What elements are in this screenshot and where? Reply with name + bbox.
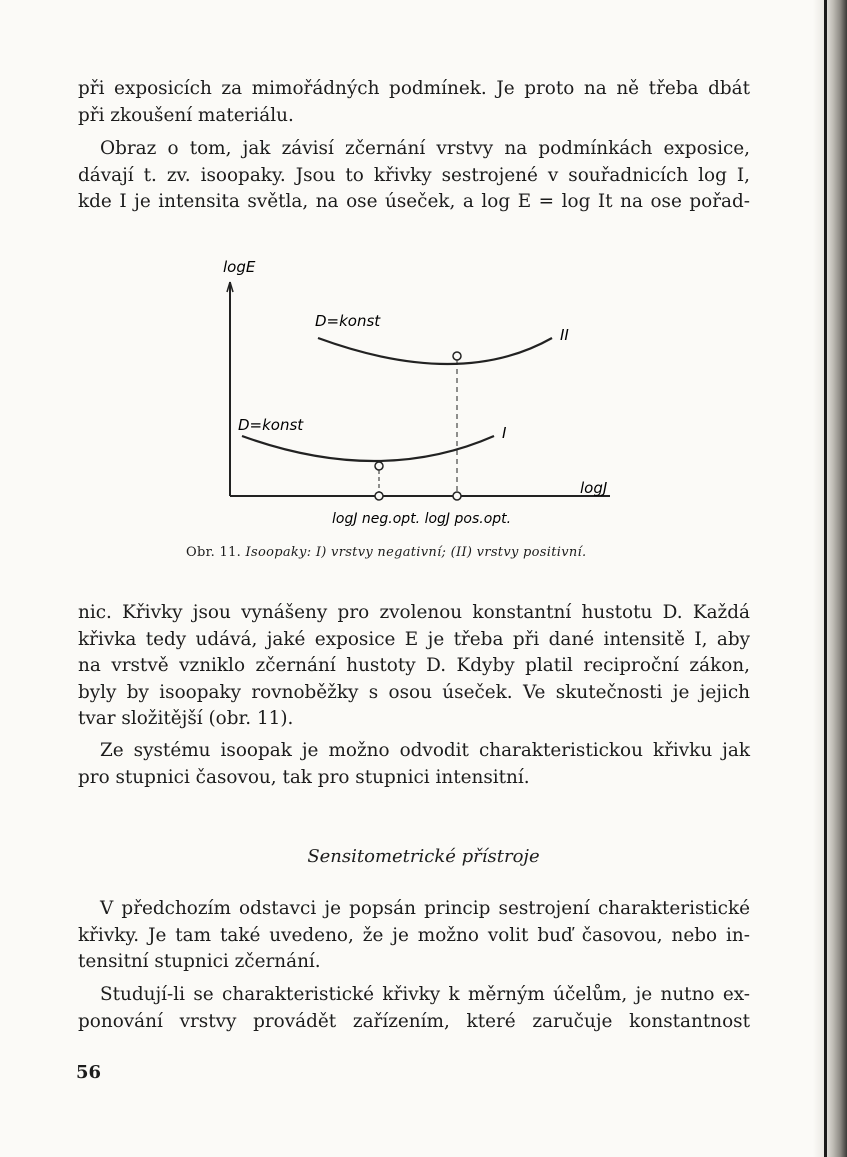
p2-line-2: dávají t. zv. isoopaky. Jsou to křivky sestrojené v souřadnicích log I, [78,164,750,186]
caption-text: Isoopaky: I) vrstvy negativní; (II) vrstvy positivní. [245,545,587,560]
p5-line-2: křivky. Je tam také uvedeno, že je možno volit buď časovou, nebo in- [78,924,750,946]
p3-line-1: nic. Křivky jsou vynášeny pro zvolenou konstantní hustotu D. Každá [78,602,750,623]
p1-line-1: při exposicích za mimořádných podmínek. Je proto na ně třeba dbát [78,78,750,99]
p1-line-2: při zkoušení materiálu. [78,104,294,126]
p2-line-3: kde I je intensita světla, na ose úseček, a log E = log It na ose pořad- [78,191,750,213]
paragraph-5 [78,896,750,976]
book-spine-edge [824,0,827,1157]
tick-pos-opt [453,492,461,500]
paragraph-6 [78,982,750,1035]
curve-I-label: D=konst [238,416,304,434]
curve-II-label: D=konst [315,312,381,330]
book-spine-shadow [813,0,847,1157]
paragraph-3 [78,600,750,733]
paragraph-1 [78,76,750,129]
page-number: 56 [76,1062,102,1083]
paragraph-2 [78,136,750,216]
optimum-point-I [375,462,383,470]
optimum-point-II [453,352,461,360]
y-axis-label: logE [223,258,256,276]
isoopak-figure [190,240,630,540]
curve-II [318,338,552,364]
curve-I-id: I [502,424,507,442]
x-tick-labels: logJ neg.opt. logJ pos.opt. [332,511,512,527]
p3-line-2: křivka tedy udává, jaké exposice E je třeba při dané intensitě I, aby [78,628,750,650]
p6-line-1: Studují-li se charakteristické křivky k měrným účelům, je nutno ex- [100,984,750,1005]
p3-line-4: byly by isoopaky rovnoběžky s osou úseček. Ve skutečnosti je jejich [78,681,750,703]
p4-line-1: Ze systému isoopak je možno odvodit charakteristickou křivku jak [100,740,750,761]
paragraph-4 [78,738,750,791]
p3-line-5: tvar složitější (obr. 11). [78,708,294,730]
p3-line-3: na vrstvě vzniklo zčernání hustoty D. Kdyby platil reciproční zákon, [78,655,750,677]
tick-neg-opt [375,492,383,500]
figure-caption [186,545,686,560]
curve-I [242,436,494,461]
curve-II-id: II [560,326,569,344]
p6-line-2: ponování vrstvy provádět zařízením, které zaručuje konstantnost [78,1010,750,1032]
caption-prefix: Obr. 11. [186,545,242,560]
x-axis-label: logJ [580,479,608,497]
p2-line-1: Obraz o tom, jak závisí zčernání vrstvy na podmínkách exposice, [100,138,750,159]
p5-line-3: tensitní stupnici zčernání. [78,951,321,973]
section-heading: Sensitometrické přístroje [307,846,540,867]
p5-line-1: V předchozím odstavci je popsán princip sestrojení charakteristické [100,898,750,919]
p4-line-2: pro stupnici časovou, tak pro stupnici intensitní. [78,766,530,788]
